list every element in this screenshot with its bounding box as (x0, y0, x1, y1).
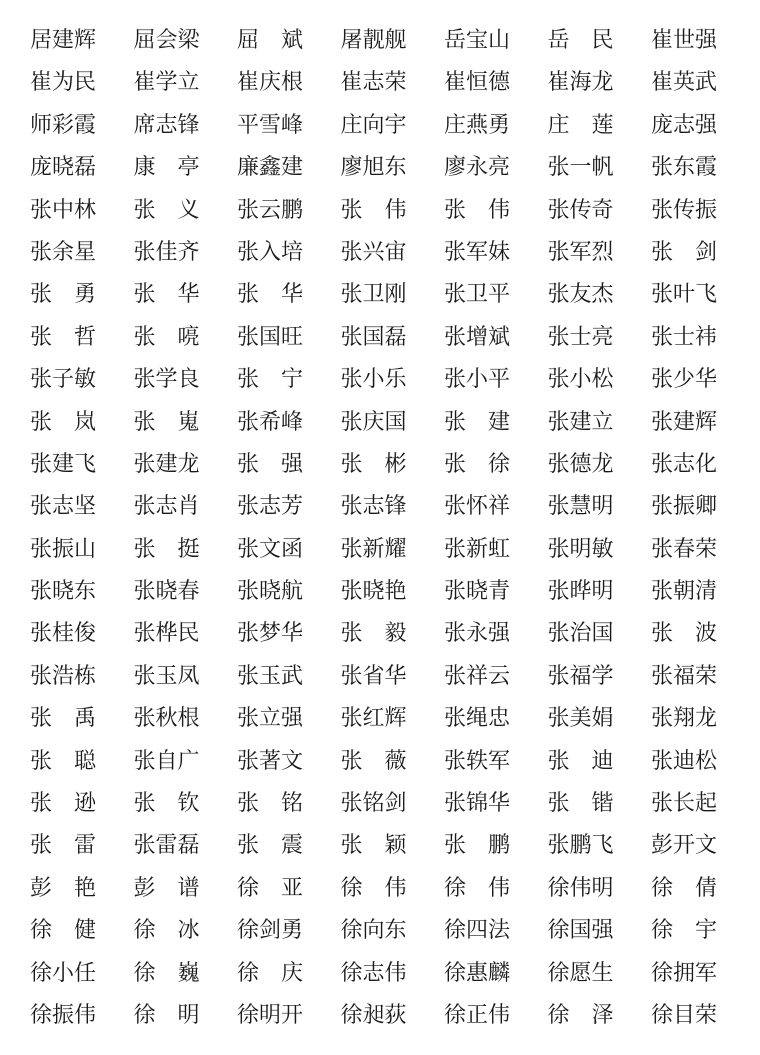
name-cell: 岳宝山 (444, 28, 511, 53)
name-cell: 平雪峰 (237, 112, 304, 138)
name-cell: 徐 明 (133, 1002, 200, 1028)
name-cell: 张慧明 (547, 494, 614, 520)
name-cell: 张福荣 (651, 663, 718, 689)
name-cell: 徐 庆 (237, 960, 304, 986)
name-cell: 徐 伟 (340, 875, 407, 901)
name-cell: 张 鹏 (444, 833, 511, 859)
name-cell: 彭开文 (651, 833, 718, 859)
name-cell: 崔英武 (651, 70, 718, 96)
name-cell: 徐小任 (30, 960, 97, 986)
name-cell: 张晓航 (237, 579, 304, 605)
name-cell: 张 宁 (237, 367, 304, 393)
name-cell: 张鹏飞 (547, 833, 614, 859)
name-cell: 张玉凤 (133, 663, 200, 689)
name-cell: 张 波 (651, 621, 718, 647)
name-cell: 崔庆根 (237, 70, 304, 96)
name-cell: 庄 莲 (547, 112, 614, 138)
name-cell: 张 剑 (651, 239, 718, 265)
name-cell: 张 嵬 (133, 409, 200, 435)
name-cell: 居建辉 (30, 28, 97, 53)
name-cell: 张浩栋 (30, 663, 97, 689)
name-cell: 张建龙 (133, 451, 200, 477)
name-cell: 张士亮 (547, 324, 614, 350)
name-cell: 张 迪 (547, 748, 614, 774)
name-cell: 徐 宇 (651, 918, 718, 944)
name-cell: 张 岚 (30, 409, 97, 435)
name-cell: 张 挺 (133, 536, 200, 562)
name-cell: 张梦华 (237, 621, 304, 647)
name-cell: 张桦民 (133, 621, 200, 647)
name-cell: 张少华 (651, 367, 718, 393)
name-cell: 张 华 (237, 282, 304, 308)
name-cell: 张 勇 (30, 282, 97, 308)
name-cell: 岳 民 (547, 28, 614, 53)
name-cell: 张学良 (133, 367, 200, 393)
name-cell: 张春荣 (651, 536, 718, 562)
name-cell: 张雷磊 (133, 833, 200, 859)
name-cell: 崔世强 (651, 28, 718, 53)
name-cell: 张福学 (547, 663, 614, 689)
name-cell: 张秋根 (133, 706, 200, 732)
name-cell: 庄向宇 (340, 112, 407, 138)
name-cell: 张著文 (237, 748, 304, 774)
name-cell: 张建立 (547, 409, 614, 435)
name-cell: 张 聪 (30, 748, 97, 774)
name-cell: 徐 健 (30, 918, 97, 944)
name-cell: 徐拥军 (651, 960, 718, 986)
name-cell: 徐明开 (237, 1002, 304, 1028)
name-cell: 徐 泽 (547, 1002, 614, 1028)
name-cell: 张志芳 (237, 494, 304, 520)
name-cell: 廖永亮 (444, 155, 511, 181)
name-cell: 徐 伟 (444, 875, 511, 901)
name-cell: 张军烈 (547, 239, 614, 265)
name-cell: 张国磊 (340, 324, 407, 350)
name-cell: 彭 艳 (30, 875, 97, 901)
name-cell: 徐向东 (340, 918, 407, 944)
name-cell: 崔学立 (133, 70, 200, 96)
name-cell: 张希峰 (237, 409, 304, 435)
name-cell: 张 喨 (133, 324, 200, 350)
name-cell: 张晓东 (30, 579, 97, 605)
name-cell: 张晓青 (444, 579, 511, 605)
name-cell: 张子敏 (30, 367, 97, 393)
name-cell: 张长起 (651, 791, 718, 817)
name-cell: 张 哲 (30, 324, 97, 350)
name-cell: 张晓春 (133, 579, 200, 605)
name-cell: 张锦华 (444, 791, 511, 817)
name-cell: 张晓艳 (340, 579, 407, 605)
name-cell: 张传奇 (547, 197, 614, 223)
name-cell: 张迪松 (651, 748, 718, 774)
name-cell: 张美娟 (547, 706, 614, 732)
name-cell: 张永强 (444, 621, 511, 647)
name-cell: 张余星 (30, 239, 97, 265)
name-cell: 张治国 (547, 621, 614, 647)
name-cell: 张祥云 (444, 663, 511, 689)
name-cell: 张明敏 (547, 536, 614, 562)
name-cell: 张 震 (237, 833, 304, 859)
name-cell: 屠靓舰 (340, 28, 407, 53)
name-cell: 张 逊 (30, 791, 97, 817)
name-cell: 张振山 (30, 536, 97, 562)
name-cell: 张绳忠 (444, 706, 511, 732)
name-cell: 康 亭 (133, 155, 200, 181)
name-cell: 庄燕勇 (444, 112, 511, 138)
name-cell: 张怀祥 (444, 494, 511, 520)
name-cell: 张卫平 (444, 282, 511, 308)
name-cell: 张立强 (237, 706, 304, 732)
name-cell: 徐 冰 (133, 918, 200, 944)
name-cell: 张卫刚 (340, 282, 407, 308)
name-cell: 徐国强 (547, 918, 614, 944)
name-cell: 屈 斌 (237, 28, 304, 53)
name-cell: 张玉武 (237, 663, 304, 689)
name-cell: 张文函 (237, 536, 304, 562)
name-cell: 屈会梁 (133, 28, 200, 53)
name-cell: 张传振 (651, 197, 718, 223)
name-cell: 徐振伟 (30, 1002, 97, 1028)
name-cell: 庞晓磊 (30, 155, 97, 181)
name-cell: 师彩霞 (30, 112, 97, 138)
name-cell: 崔海龙 (547, 70, 614, 96)
name-cell: 张建飞 (30, 451, 97, 477)
name-cell: 张 禹 (30, 706, 97, 732)
name-cell: 张东霞 (651, 155, 718, 181)
name-cell: 张志锋 (340, 494, 407, 520)
name-cell: 张入培 (237, 239, 304, 265)
name-cell: 庞志强 (651, 112, 718, 138)
name-cell: 徐 亚 (237, 875, 304, 901)
name-cell: 张军妹 (444, 239, 511, 265)
name-cell: 张 毅 (340, 621, 407, 647)
name-cell: 张 义 (133, 197, 200, 223)
name-cell: 张 徐 (444, 451, 511, 477)
name-cell: 张晔明 (547, 579, 614, 605)
name-cell: 张佳齐 (133, 239, 200, 265)
name-cell: 张叶飞 (651, 282, 718, 308)
name-cell: 张 钦 (133, 791, 200, 817)
name-cell: 张省华 (340, 663, 407, 689)
name-cell: 张 伟 (340, 197, 407, 223)
name-cell: 张轶军 (444, 748, 511, 774)
name-cell: 张翔龙 (651, 706, 718, 732)
name-cell: 徐昶荻 (340, 1002, 407, 1028)
name-cell: 张志肖 (133, 494, 200, 520)
name-cell: 徐志伟 (340, 960, 407, 986)
name-cell: 张新耀 (340, 536, 407, 562)
name-cell: 张兴宙 (340, 239, 407, 265)
name-cell: 张小乐 (340, 367, 407, 393)
name-cell: 徐 巍 (133, 960, 200, 986)
name-cell: 张中林 (30, 197, 97, 223)
name-cell: 张振卿 (651, 494, 718, 520)
name-cell: 张 锴 (547, 791, 614, 817)
name-cell: 张友杰 (547, 282, 614, 308)
name-cell: 张 雷 (30, 833, 97, 859)
name-cell: 彭 谱 (133, 875, 200, 901)
name-list-grid (30, 20, 740, 1037)
name-cell: 张庆国 (340, 409, 407, 435)
name-cell: 张一帆 (547, 155, 614, 181)
name-cell: 张 强 (237, 451, 304, 477)
name-cell: 徐正伟 (444, 1002, 511, 1028)
name-cell: 张自广 (133, 748, 200, 774)
name-cell: 徐剑勇 (237, 918, 304, 944)
name-cell: 张小平 (444, 367, 511, 393)
name-cell: 张红辉 (340, 706, 407, 732)
name-cell: 张德龙 (547, 451, 614, 477)
name-cell: 张 薇 (340, 748, 407, 774)
name-cell: 张云鹏 (237, 197, 304, 223)
name-cell: 张桂俊 (30, 621, 97, 647)
name-cell: 徐惠麟 (444, 960, 511, 986)
name-cell: 徐伟明 (547, 875, 614, 901)
name-cell: 廉鑫建 (237, 155, 304, 181)
name-cell: 席志锋 (133, 112, 200, 138)
name-cell: 徐 倩 (651, 875, 718, 901)
name-cell: 张 建 (444, 409, 511, 435)
name-cell: 崔志荣 (340, 70, 407, 96)
name-cell: 张建辉 (651, 409, 718, 435)
name-cell: 张 颖 (340, 833, 407, 859)
name-cell: 张士祎 (651, 324, 718, 350)
name-cell: 张 彬 (340, 451, 407, 477)
name-cell: 张新虹 (444, 536, 511, 562)
name-cell: 张增斌 (444, 324, 511, 350)
name-cell: 张 华 (133, 282, 200, 308)
name-cell: 徐四法 (444, 918, 511, 944)
name-cell: 徐目荣 (651, 1002, 718, 1028)
name-cell: 张志化 (651, 451, 718, 477)
name-cell: 张 伟 (444, 197, 511, 223)
name-cell: 张铭剑 (340, 791, 407, 817)
name-cell: 崔恒德 (444, 70, 511, 96)
name-cell: 徐愿生 (547, 960, 614, 986)
name-cell: 张 铭 (237, 791, 304, 817)
name-cell: 张志坚 (30, 494, 97, 520)
name-cell: 廖旭东 (340, 155, 407, 181)
name-cell: 崔为民 (30, 70, 97, 96)
name-cell: 张朝清 (651, 579, 718, 605)
name-cell: 张国旺 (237, 324, 304, 350)
name-cell: 张小松 (547, 367, 614, 393)
